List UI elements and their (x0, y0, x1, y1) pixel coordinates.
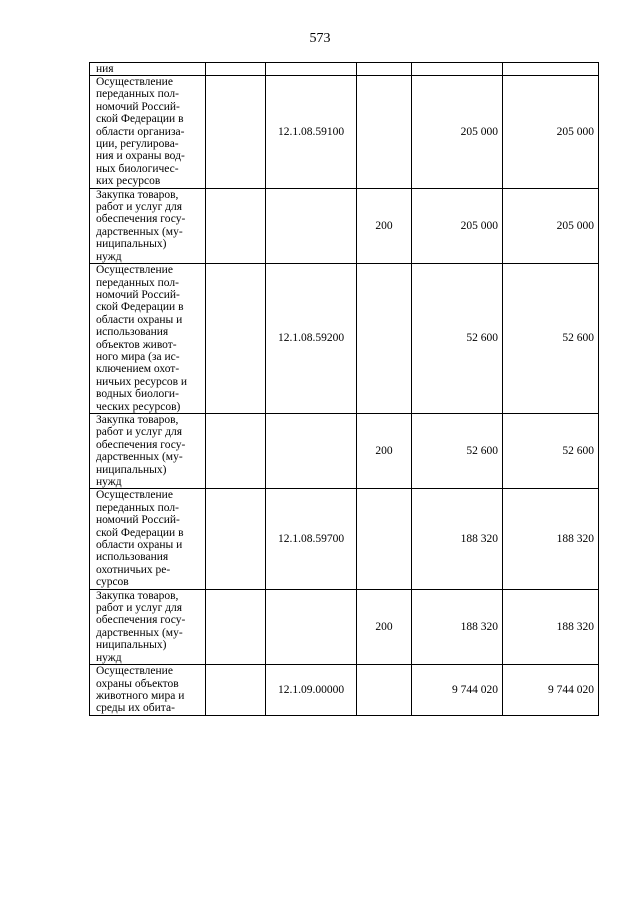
table-row (90, 63, 599, 76)
table-body (90, 63, 599, 716)
row-sum1: 205 000 (412, 188, 503, 263)
row-sum2: 205 000 (503, 188, 599, 263)
row-sum2: 188 320 (503, 589, 599, 664)
row-col2 (206, 76, 266, 189)
row-sum2: 9 744 020 (503, 665, 599, 716)
row-name: Закупка товаров, работ и услуг для обеспечения госу- дарственных (му- ниципальных) нужд (90, 589, 206, 664)
row-name: Осуществление переданных пол- номочий Россий- ской Федерации в области охраны и использования охотничьих ре- сурсов (90, 489, 206, 589)
row-sum1: 205 000 (412, 76, 503, 189)
table-row (90, 264, 599, 414)
row-col2 (206, 188, 266, 263)
table-row (90, 413, 599, 488)
table-row (90, 665, 599, 716)
row-sum1: 9 744 020 (412, 665, 503, 716)
budget-table (89, 62, 599, 716)
row-code (266, 589, 357, 664)
row-col2 (206, 413, 266, 488)
row-col2 (206, 665, 266, 716)
row-col2 (206, 589, 266, 664)
table-row (90, 589, 599, 664)
row-vr (357, 63, 412, 76)
row-code: 12.1.08.59700 (266, 489, 357, 589)
row-code: 12.1.08.59100 (266, 76, 357, 189)
row-vr (357, 264, 412, 414)
table-row (90, 489, 599, 589)
table-row (90, 188, 599, 263)
row-vr (357, 489, 412, 589)
page-number: 573 (309, 31, 331, 46)
row-name: Закупка товаров, работ и услуг для обеспечения госу- дарственных (му- ниципальных) нужд (90, 188, 206, 263)
row-code (266, 63, 357, 76)
row-sum2 (503, 63, 599, 76)
row-sum1: 52 600 (412, 264, 503, 414)
row-vr: 200 (357, 413, 412, 488)
row-name: Закупка товаров, работ и услуг для обеспечения госу- дарственных (му- ниципальных) нужд (90, 413, 206, 488)
row-sum1: 52 600 (412, 413, 503, 488)
row-sum1: 188 320 (412, 589, 503, 664)
row-name: ния (90, 63, 206, 76)
row-col2 (206, 63, 266, 76)
row-sum2: 188 320 (503, 489, 599, 589)
row-name: Осуществление переданных пол- номочий Россий- ской Федерации в области охраны и использования объектов живот- ного мира (за ис- ключением охот- ничьих ресурсов и водных биологи- ческих ресурсов) (90, 264, 206, 414)
row-vr: 200 (357, 589, 412, 664)
row-name: Осуществление охраны объектов животного мира и среды их обита- (90, 665, 206, 716)
row-code (266, 188, 357, 263)
row-name: Осуществление переданных пол- номочий Россий- ской Федерации в области организа- ции, регулирова- ния и охраны вод- ных биологичес- ких ресурсов (90, 76, 206, 189)
row-sum1: 188 320 (412, 489, 503, 589)
row-vr (357, 665, 412, 716)
row-sum1 (412, 63, 503, 76)
row-col2 (206, 264, 266, 414)
row-code: 12.1.08.59200 (266, 264, 357, 414)
row-sum2: 205 000 (503, 76, 599, 189)
row-sum2: 52 600 (503, 413, 599, 488)
row-code (266, 413, 357, 488)
row-code: 12.1.09.00000 (266, 665, 357, 716)
row-sum2: 52 600 (503, 264, 599, 414)
row-vr (357, 76, 412, 189)
row-vr: 200 (357, 188, 412, 263)
row-col2 (206, 489, 266, 589)
table-row (90, 76, 599, 189)
